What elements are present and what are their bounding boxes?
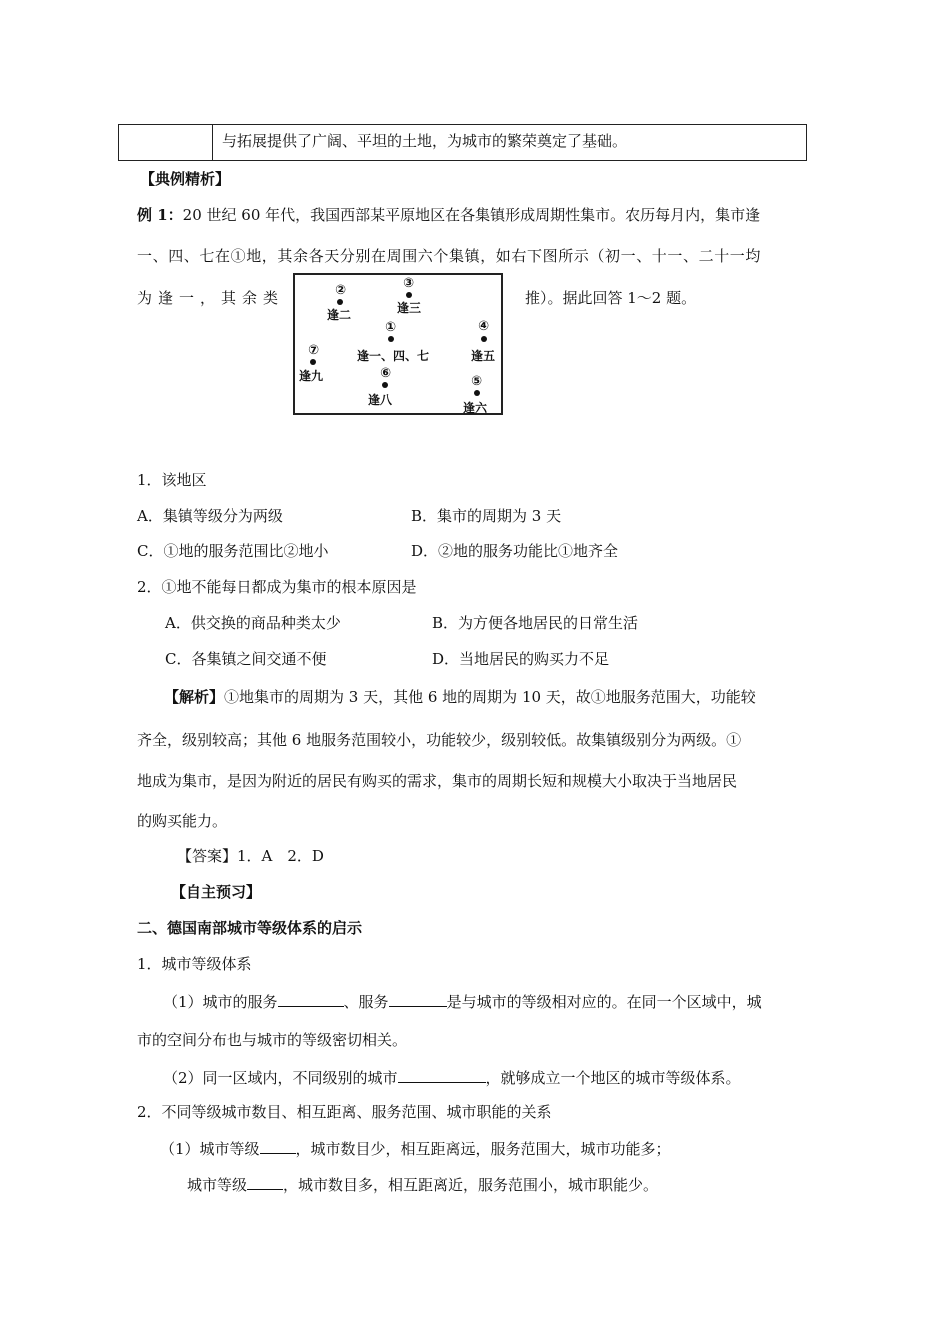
place-number: ⑦ [308,343,320,358]
analysis-line4: 的购买能力。 [137,812,228,830]
fill-paragraph-1-line2: 市的空间分布也与城市的等级密切相关。 [137,1031,408,1049]
p1-text-c: 是与城市的等级相对应的。在同一个区域中，城 [446,993,762,1011]
analysis-text-1: ①地集市的周期为 3 天，其他 6 地的周期为 10 天，故①地服务范围大，功能较 [224,688,756,706]
place-label: 逢九 [299,369,324,383]
p4-text-b: ，城市数目多，相互距离近，服务范围小，城市职能少。 [283,1176,659,1194]
p3-text-b: ，城市数目少，相互距离远，服务范围大，城市功能多； [295,1140,671,1158]
analysis-line3: 地成为集市，是因为附近的居民有购买的需求，集市的周期长短和规模大小取决于当地居民 [137,772,738,790]
q2-option-d: D．当地居民的购买力不足 [432,650,610,668]
q1-option-b: B．集市的周期为 3 天 [411,507,562,525]
p4-text-a: 城市等级 [187,1176,248,1194]
fill-paragraph-3 [160,1139,671,1158]
place-label: 逢三 [397,301,422,315]
answer-blank[interactable] [389,992,447,1007]
table-column-divider [212,125,213,160]
place-number: ② [335,283,347,298]
example1-line3a: 为逢一，其余类 [137,289,285,307]
content-table [118,124,807,161]
answer-blank[interactable] [278,992,344,1007]
section2-title: 二、德国南部城市等级体系的启示 [137,919,363,937]
answer-blank[interactable] [247,1175,283,1190]
q2-option-c: C．各集镇之间交通不便 [165,650,327,668]
answer-line: 【答案】1．A 2．D [177,847,324,865]
town-dot [337,299,343,305]
p1-text-a: （1）城市的服务 [163,993,278,1011]
answer-blank[interactable] [398,1068,486,1083]
q1-option-c: C．①地的服务范围比②地小 [137,542,329,560]
town-dot [481,336,487,342]
p2-text-a: （2）同一区域内，不同级别的城市 [163,1069,398,1087]
place-number: ③ [403,276,415,291]
place-label: 逢八 [368,393,393,407]
example1-line1 [137,206,760,224]
example1-line2: 一、四、七在①地，其余各天分别在周围六个集镇，如右下图所示（初一、十一、二十一均 [137,247,762,265]
section2-sub2: 2．不同等级城市数目、相互距离、服务范围、城市职能的关系 [137,1103,552,1121]
q1-option-a: A．集镇等级分为两级 [137,507,283,525]
question2-stem: 2．①地不能每日都成为集市的根本原因是 [137,578,417,596]
example1-label: 例 1： [137,206,183,224]
place-number: ⑤ [471,374,483,389]
question1-stem: 1．该地区 [137,471,207,489]
analysis-line1 [164,688,756,706]
place-label: 逢二 [327,308,352,322]
market-map-figure [293,273,503,415]
q1-option-d: D．②地的服务功能比①地齐全 [411,542,619,560]
place-number: ④ [478,319,490,334]
town-dot [388,336,394,342]
town-dot [474,390,480,396]
table-cell-text: 与拓展提供了广阔、平坦的土地，为城市的繁荣奠定了基础。 [222,132,628,150]
analysis-label: 【解析】 [164,688,225,706]
q2-option-a: A．供交换的商品种类太少 [165,614,341,632]
p2-text-b: ，就够成立一个地区的城市等级体系。 [485,1069,741,1087]
section-heading-preview: 【自主预习】 [171,883,262,901]
section2-sub1: 1．城市等级体系 [137,955,252,973]
place-label: 逢一、四、七 [357,349,430,363]
example1-text-1: 20 世纪 60 年代，我国西部某平原地区在各集镇形成周期性集市。农历每月内，集市逢 [182,206,761,224]
fill-paragraph-2 [163,1068,741,1087]
p1-text-b: 、服务 [343,993,389,1011]
analysis-line2: 齐全，级别较高；其他 6 地服务范围较小，功能较少，级别较低。故集镇级别分为两级。① [137,731,742,749]
section-heading-example: 【典例精析】 [140,170,231,188]
place-number: ① [385,320,397,335]
town-dot [406,292,412,298]
town-dot [310,359,316,365]
fill-paragraph-1 [163,992,762,1011]
place-label: 逢六 [463,401,488,415]
place-label: 逢五 [471,349,496,363]
answer-blank[interactable] [260,1139,296,1154]
q2-option-b: B．为方便各地居民的日常生活 [432,614,639,632]
p3-text-a: （1）城市等级 [160,1140,260,1158]
fill-paragraph-4 [187,1175,658,1194]
place-number: ⑥ [380,366,392,381]
town-dot [382,382,388,388]
example1-line3b: 推）。据此回答 1～2 题。 [525,289,697,307]
